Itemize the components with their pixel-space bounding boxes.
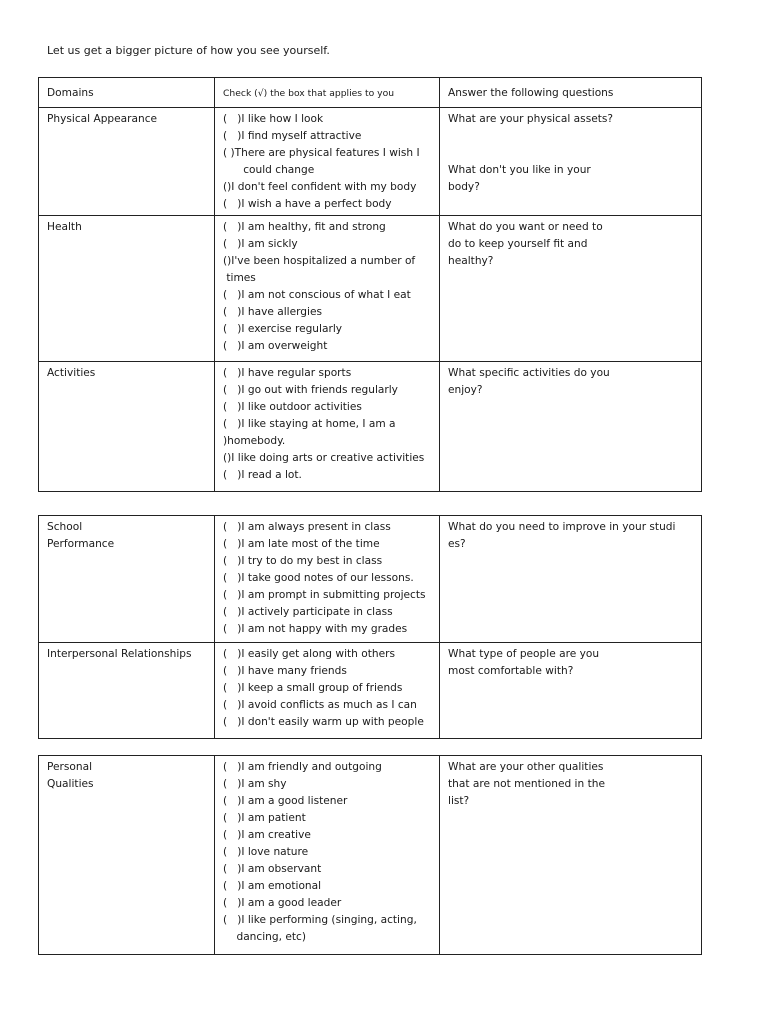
header-check: Check (√) the box that applies to you [215,78,440,108]
checkbox-item[interactable]: ( )I am always present in class [223,521,391,533]
section-row [39,108,702,216]
checkbox-item[interactable]: ( )I have allergies [223,306,322,318]
checkbox-item[interactable]: ( )I am a good leader [223,897,342,909]
checkbox-item[interactable]: could change [223,164,315,176]
checkbox-item[interactable]: ( )I take good notes of our lessons. [223,572,414,584]
checkbox-item[interactable]: ( )I am patient [223,812,306,824]
question-text: What are your physical assets? What don't you like in your body? [440,108,702,216]
domain-label: Personal Qualities [39,756,215,955]
checkbox-list[interactable] [215,516,440,643]
checkbox-list[interactable] [215,643,440,739]
checkbox-item[interactable]: ( )There are physical features I wish I [223,147,420,159]
checkbox-item[interactable]: ( )I find myself attractive [223,130,362,142]
checkbox-item[interactable]: ( )I am observant [223,863,322,875]
intro-text: Let us get a bigger picture of how you see yourself. [47,44,330,57]
checkbox-list[interactable] [215,108,440,216]
section-row [39,362,702,492]
checkbox-item[interactable]: ( )I like outdoor activities [223,401,362,413]
checkbox-item[interactable]: ( )I have regular sports [223,367,352,379]
checkbox-item[interactable]: ( )I am emotional [223,880,322,892]
checkbox-item[interactable]: ( )I am overweight [223,340,328,352]
checkbox-item[interactable]: ( )I go out with friends regularly [223,384,398,396]
self-assessment-table-3 [38,755,702,955]
checkbox-item[interactable]: ( )I am sickly [223,238,298,250]
checkbox-item[interactable]: ( )I am not happy with my grades [223,623,408,635]
checkbox-list[interactable] [215,756,440,955]
checkbox-item[interactable]: ( )I am a good listener [223,795,348,807]
checkbox-item[interactable]: ()I've been hospitalized a number of [223,255,416,267]
checkbox-item[interactable]: ( )I actively participate in class [223,606,393,618]
header-answer: Answer the following questions [440,78,702,108]
section-row [39,756,702,955]
checkbox-list[interactable] [215,362,440,492]
self-assessment-table-1 [38,77,702,492]
checkbox-item[interactable]: ( )I keep a small group of friends [223,682,403,694]
checkbox-item[interactable]: ( )I like performing (singing, acting, [223,914,417,926]
checkbox-list[interactable] [215,216,440,362]
checkbox-item[interactable]: ( )I read a lot. [223,469,302,481]
domain-label: Physical Appearance [39,108,215,216]
section-row [39,216,702,362]
question-text: What type of people are you most comfortable with? [440,643,702,739]
header-domains: Domains [39,78,215,108]
checkbox-item[interactable]: ( )I like staying at home, I am a [223,418,396,430]
checkbox-item[interactable]: ( )I wish a have a perfect body [223,198,392,210]
domain-label: School Performance [39,516,215,643]
checkbox-item[interactable]: ( )I don't easily warm up with people [223,716,424,728]
checkbox-item[interactable]: ( )I am late most of the time [223,538,380,550]
question-text: What do you want or need to do to keep yourself fit and healthy? [440,216,702,362]
checkbox-item[interactable]: dancing, etc) [223,931,306,943]
checkbox-item[interactable]: ( )I am healthy, fit and strong [223,221,386,233]
checkbox-item[interactable]: ( )I have many friends [223,665,347,677]
checkbox-item[interactable]: ( )I exercise regularly [223,323,343,335]
checkbox-item[interactable]: ( )I am not conscious of what I eat [223,289,411,301]
question-text: What do you need to improve in your studi es? [440,516,702,643]
checkbox-item[interactable]: ( )I easily get along with others [223,648,395,660]
checkbox-item[interactable]: ( )I am creative [223,829,311,841]
checkbox-item[interactable]: ()I don't feel confident with my body [223,181,417,193]
checkbox-item[interactable]: ( )I avoid conflicts as much as I can [223,699,417,711]
question-text: What specific activities do you enjoy? [440,362,702,492]
section-row [39,643,702,739]
checkbox-item[interactable]: ( )I love nature [223,846,309,858]
checkbox-item[interactable]: ( )I am prompt in submitting projects [223,589,426,601]
self-assessment-table-2 [38,515,702,739]
domain-label: Interpersonal Relationships [39,643,215,739]
header-row [39,78,702,108]
section-row [39,516,702,643]
domain-label: Health [39,216,215,362]
checkbox-item[interactable]: ( )I am shy [223,778,287,790]
question-text: What are your other qualities that are not mentioned in the list? [440,756,702,955]
checkbox-item[interactable]: )homebody. [223,435,286,447]
checkbox-item[interactable]: ()I like doing arts or creative activities [223,452,425,464]
checkbox-item[interactable]: ( )I like how I look [223,113,324,125]
checkbox-item[interactable]: ( )I am friendly and outgoing [223,761,382,773]
checkbox-item[interactable]: times [223,272,256,284]
domain-label: Activities [39,362,215,492]
checkbox-item[interactable]: ( )I try to do my best in class [223,555,383,567]
